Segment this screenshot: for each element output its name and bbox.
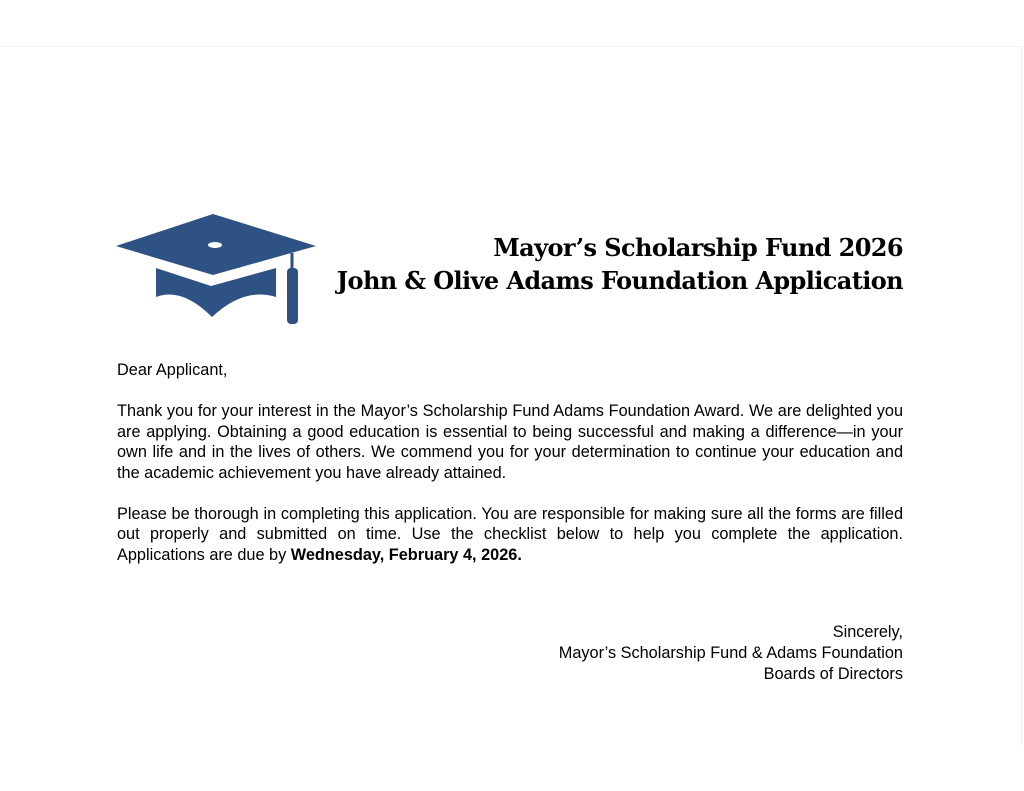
cap-button (208, 242, 222, 248)
paragraph-instructions (117, 504, 903, 566)
due-date: Wednesday, February 4, 2026. (290, 545, 522, 564)
letter-body (117, 360, 903, 586)
instructions-text: Please be thorough in completing this application. You are responsible for making sure all the forms are filled out properly and submitted on time. Use the checklist below to help you complete the application. Applications are due by (117, 504, 903, 564)
cap-band (156, 268, 276, 317)
signature-block (559, 622, 903, 685)
title-line-2: John & Olive Adams Foundation Application (336, 266, 903, 295)
title-line-1: Mayor’s Scholarship Fund 2026 (493, 233, 903, 262)
greeting: Dear Applicant, (117, 361, 228, 379)
document-title (337, 231, 903, 297)
signer-board: Boards of Directors (763, 665, 903, 683)
tassel (287, 268, 298, 324)
closing: Sincerely, (832, 623, 903, 641)
paragraph-intro: Thank you for your interest in the Mayor’s Scholarship Fund Adams Foundation Award. We are delighted you are applying. Obtaining a good education is essential to being successful and making a difference—in your own life and in the lives of others. We commend you for your determination to continue your education and the academic achievement you have already attained. (117, 402, 903, 482)
graduation-cap-icon (116, 213, 318, 325)
signer-organization: Mayor’s Scholarship Fund & Adams Foundation (558, 644, 903, 662)
